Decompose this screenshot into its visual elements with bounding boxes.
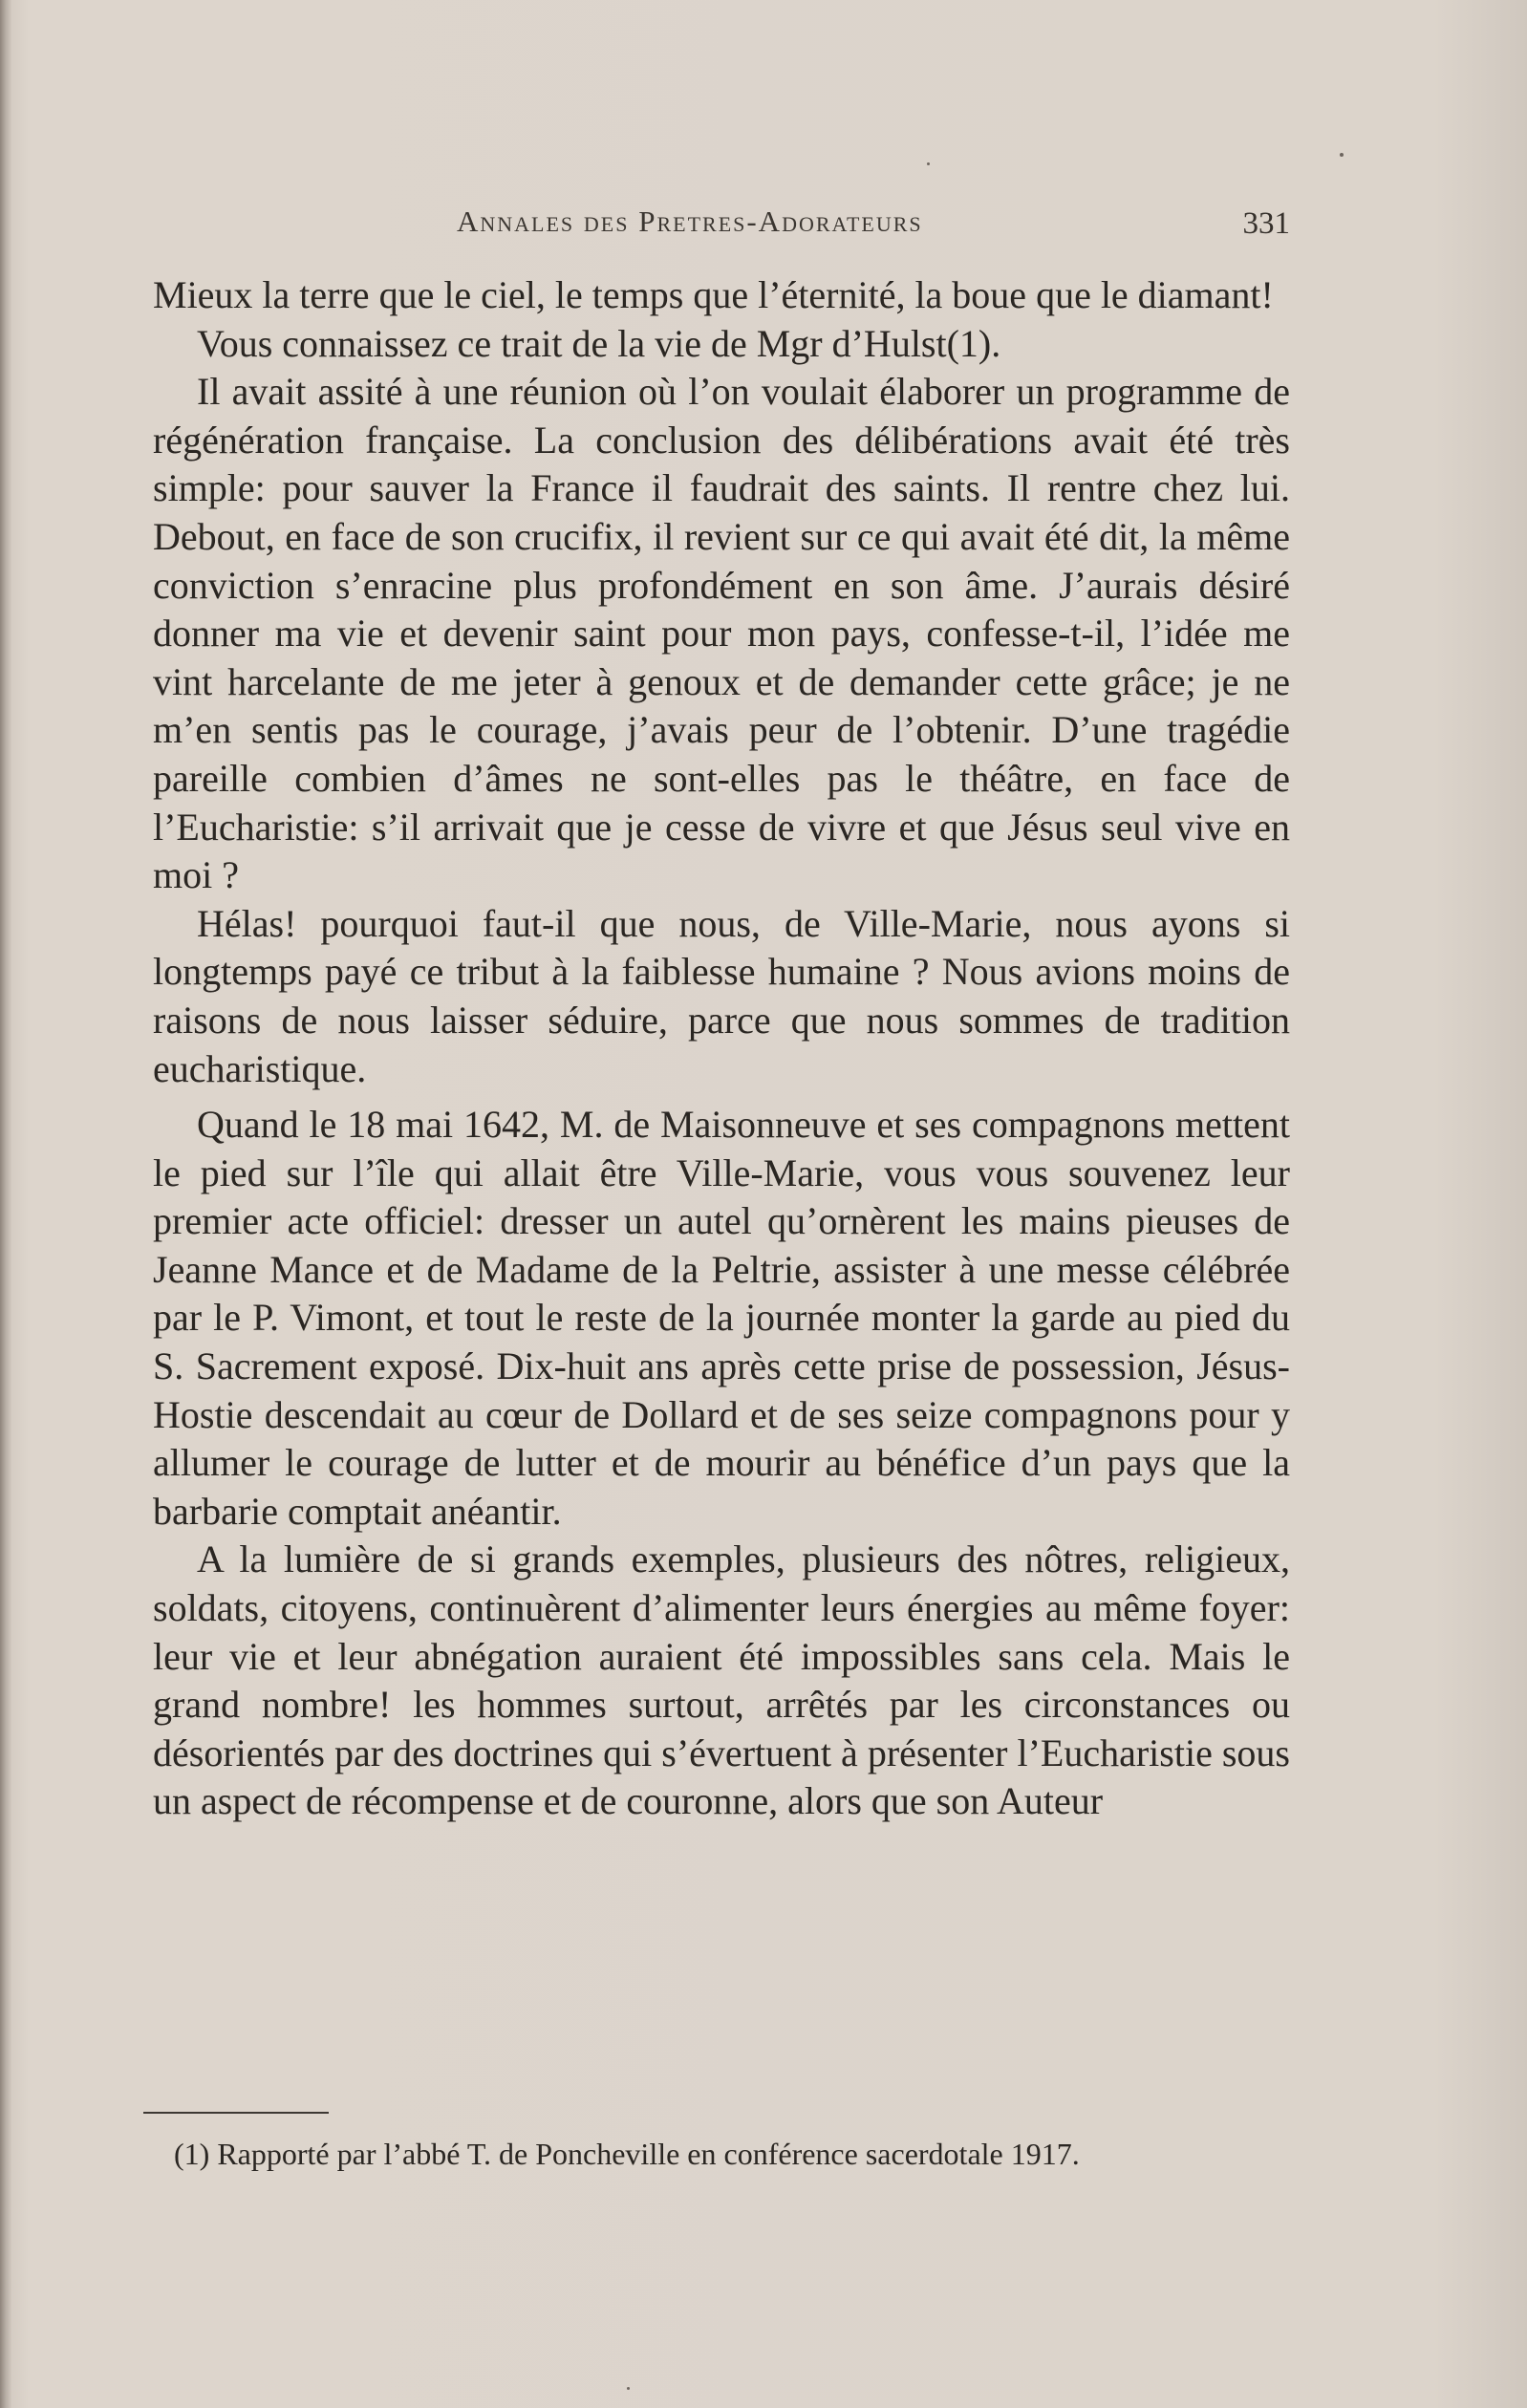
paper-speck [1340, 153, 1344, 157]
paragraph-2: Vous connaissez ce trait de la vie de Mgr d’Hulst(1). [197, 321, 1001, 365]
paragraph-6: A la lumière de si grands exemples, plusieurs des nôtres, religieux, soldats, citoyens, continuèrent d’alimenter leurs énergies au même foyer: leur vie et leur abnégation auraient été impossibles sans cela. Mais le grand nombre! les hommes surtout, arrêtés par les circonstances ou désorientés par des doctrines qui s’évertuent à présenter l’Eucharistie sous un aspect de récompense et de couronne, alors que son Auteur [153, 1537, 1290, 1823]
page-binding-edge [0, 0, 11, 2408]
footnote-rule [143, 2112, 329, 2114]
running-head: Annales des Pretres-Adorateurs [457, 204, 923, 238]
paragraph-1: Mieux la terre que le ciel, le temps que l’éternité, la boue que le diamant! [153, 273, 1274, 316]
paragraph-4: Hélas! pourquoi faut-il que nous, de Ville-Marie, nous ayons si longtemps payé ce tribut à la faiblesse humaine ? Nous avions moins de raisons de nous laisser séduire, parce que nous sommes de tradition eucharistique. [153, 901, 1290, 1090]
body-text [153, 271, 1290, 1826]
paragraph-5: Quand le 18 mai 1642, M. de Maisonneuve et ses compagnons mettent le pied sur l’île qui allait être Ville-Marie, vous vous souvenez leur premier acte officiel: dresser un autel qu’ornèrent les mains pieuses de Jeanne Mance et de Madame de la Peltrie, assister à une messe célébrée par le P. Vimont, et tout le reste de la journée monter la garde au pied du S. Sacrement exposé. Dix-huit ans après cette prise de possession, Jésus-Hostie descendait au cœur de Dollard et de ses seize compagnons pour y allumer le courage de lutter et de mourir au bénéfice d’un pays que la barbarie comptait anéantir. [153, 1103, 1290, 1533]
page-header [153, 203, 1290, 250]
paper-speck [927, 162, 930, 165]
paragraph-3: Il avait assité à une réunion où l’on voulait élaborer un programme de régénération française. La conclusion des délibérations avait été très simple: pour sauver la France il faudrait des saints. Il rentre chez lui. Debout, en face de son crucifix, il revient sur ce qui avait été dit, la même conviction s’enracine plus profondément en son âme. J’aurais désiré donner ma vie et devenir saint pour mon pays, confesse-t-il, l’idée me vint harcelante de me jeter à genoux et de demander cette grâce; je ne m’en sentis pas le courage, j’avais peur de l’obtenir. D’une tragédie pareille combien d’âmes ne sont-elles pas le théâtre, en face de l’Eucharistie: s’il arrivait que je cesse de vivre et que Jésus seul vive en moi ? [153, 370, 1290, 897]
page-number: 331 [1242, 206, 1290, 241]
footnote: (1) Rapporté par l’abbé T. de Poncheville en conférence sacerdotale 1917. [174, 2137, 1080, 2171]
paper-speck [627, 2387, 630, 2390]
